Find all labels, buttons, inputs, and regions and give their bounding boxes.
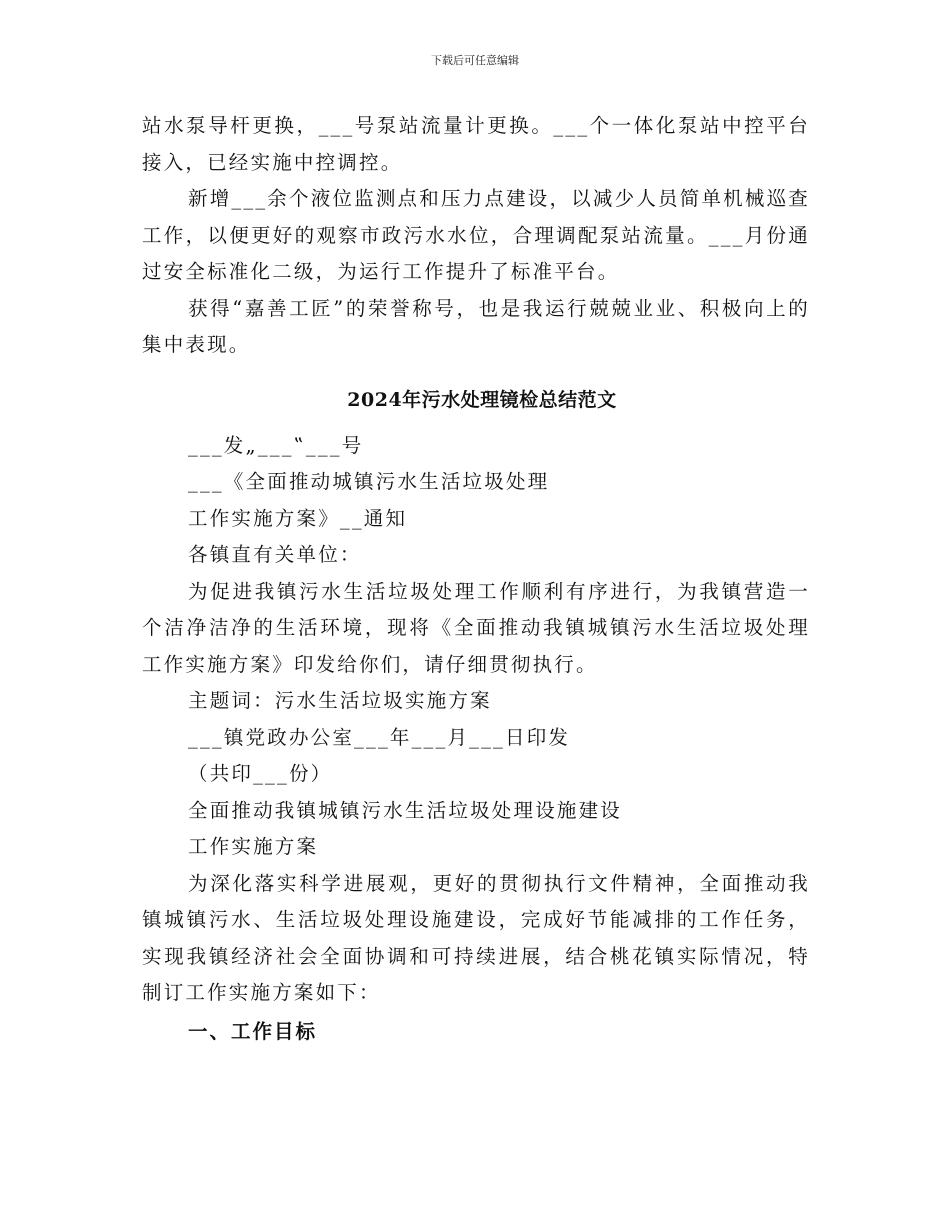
paragraph-issuer-date: ___镇党政办公室___年___月___日印发 <box>188 725 571 749</box>
paragraph-pump-replacement: 站水泵导杆更换，___号泵站流量计更换。___个一体化泵站中控平台接入，已经实施中控调控。 <box>142 114 810 174</box>
paragraph-honor-title: 获得“嘉善工匠”的荣誉称号，也是我运行兢兢业业、积极向上的集中表现。 <box>142 296 810 356</box>
section-heading-goals: 一、工作目标 <box>188 1019 318 1043</box>
paragraph-plan-title-line2: 工作实施方案 <box>188 835 319 858</box>
paragraph-notice-body: 为促进我镇污水生活垃圾处理工作顺利有序进行，为我镇营造一个洁净洁净的生活环境，现将《全面推动我镇城镇污水生活垃圾处理工作实施方案》印发给你们，请仔细贯彻执行。 <box>142 579 810 676</box>
paragraph-subject-words: 主题词：污水生活垃圾实施方案 <box>188 689 492 712</box>
document-body <box>142 108 810 1050</box>
paragraph-plan-title-line1: 全面推动我镇城镇污水生活垃圾处理设施建设 <box>188 798 623 822</box>
paragraph-addressee: 各镇直有关单位： <box>188 543 362 566</box>
paragraph-print-count: （共印___份） <box>188 762 333 785</box>
page-header: 下载后可任意编辑 <box>431 54 519 67</box>
paragraph-notice-title-line1: ___《全面推动城镇污水生活垃圾处理 <box>188 470 550 493</box>
paragraph-notice-title-line2: 工作实施方案》__通知 <box>188 506 408 530</box>
paragraph-document-number: ___发„___‟___号 <box>188 433 364 457</box>
paragraph-plan-intro: 为深化落实科学进展观，更好的贯彻执行文件精神，全面推动我镇城镇污水、生活垃圾处理设施建设，完成好节能减排的工作任务，实现我镇经济社会全面协调和可持续进展，结合桃花镇实际情况，特制订工作实施方案如下： <box>142 871 810 1004</box>
paragraph-monitoring-points: 新增___余个液位监测点和压力点建设，以减少人员简单机械巡查工作，以便更好的观察市政污水水位，合理调配泵站流量。___月份通过安全标准化二级，为运行工作提升了标准平台。 <box>142 187 810 283</box>
document-title: 2024年污水处理镜检总结范文 <box>347 388 617 411</box>
